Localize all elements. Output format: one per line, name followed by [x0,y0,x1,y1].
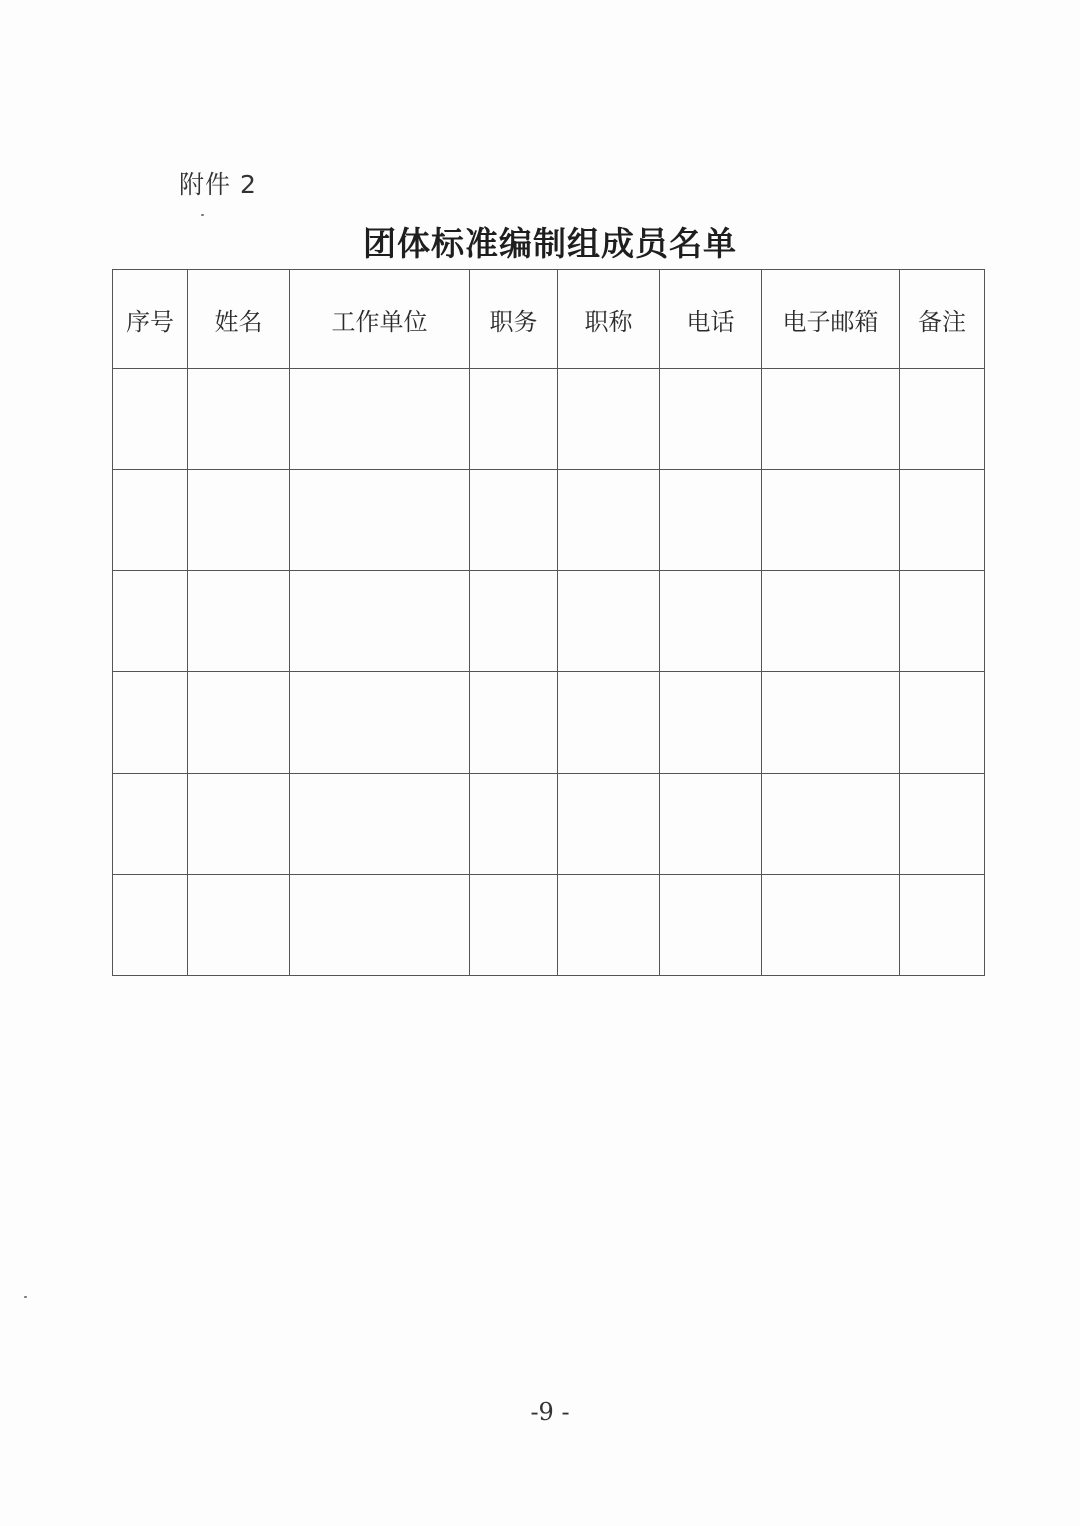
cell-name [188,672,290,773]
header-serial-number: 序号 [113,270,188,369]
table-row [113,369,985,470]
table-row [113,672,985,773]
cell-phone [660,571,762,672]
cell-serial-number [113,672,188,773]
cell-phone [660,470,762,571]
scan-speck [24,1296,27,1298]
cell-professional-title [558,874,660,975]
cell-work-unit [290,571,470,672]
header-name: 姓名 [188,270,290,369]
cell-position [470,470,558,571]
table-row [113,571,985,672]
cell-professional-title [558,672,660,773]
cell-work-unit [290,470,470,571]
cell-work-unit [290,874,470,975]
cell-remarks [900,571,985,672]
cell-professional-title [558,470,660,571]
cell-remarks [900,369,985,470]
table-header-row [113,270,985,369]
scan-speck [201,214,204,216]
cell-email [762,470,900,571]
cell-remarks [900,470,985,571]
cell-professional-title [558,773,660,874]
header-remarks: 备注 [900,270,985,369]
cell-email [762,874,900,975]
cell-email [762,672,900,773]
cell-serial-number [113,874,188,975]
cell-position [470,571,558,672]
page-number: -9 - [530,1398,570,1426]
cell-professional-title [558,571,660,672]
table-body [113,369,985,976]
cell-position [470,672,558,773]
cell-serial-number [113,773,188,874]
header-work-unit: 工作单位 [290,270,470,369]
cell-name [188,874,290,975]
cell-position [470,773,558,874]
table-row [113,773,985,874]
table-row [113,470,985,571]
cell-name [188,773,290,874]
cell-email [762,773,900,874]
header-email: 电子邮箱 [762,270,900,369]
cell-phone [660,369,762,470]
header-position: 职务 [470,270,558,369]
cell-serial-number [113,571,188,672]
cell-serial-number [113,369,188,470]
table-row [113,874,985,975]
cell-name [188,369,290,470]
cell-work-unit [290,672,470,773]
cell-name [188,470,290,571]
document-title: 团体标准编制组成员名单 [363,224,737,263]
cell-serial-number [113,470,188,571]
cell-phone [660,874,762,975]
cell-position [470,369,558,470]
cell-remarks [900,874,985,975]
cell-remarks [900,773,985,874]
cell-phone [660,773,762,874]
cell-work-unit [290,773,470,874]
cell-remarks [900,672,985,773]
cell-email [762,369,900,470]
member-roster-table [112,269,985,976]
cell-name [188,571,290,672]
header-phone: 电话 [660,270,762,369]
cell-email [762,571,900,672]
cell-position [470,874,558,975]
cell-professional-title [558,369,660,470]
header-professional-title: 职称 [558,270,660,369]
cell-work-unit [290,369,470,470]
attachment-label: 附件 2 [179,170,257,199]
cell-phone [660,672,762,773]
